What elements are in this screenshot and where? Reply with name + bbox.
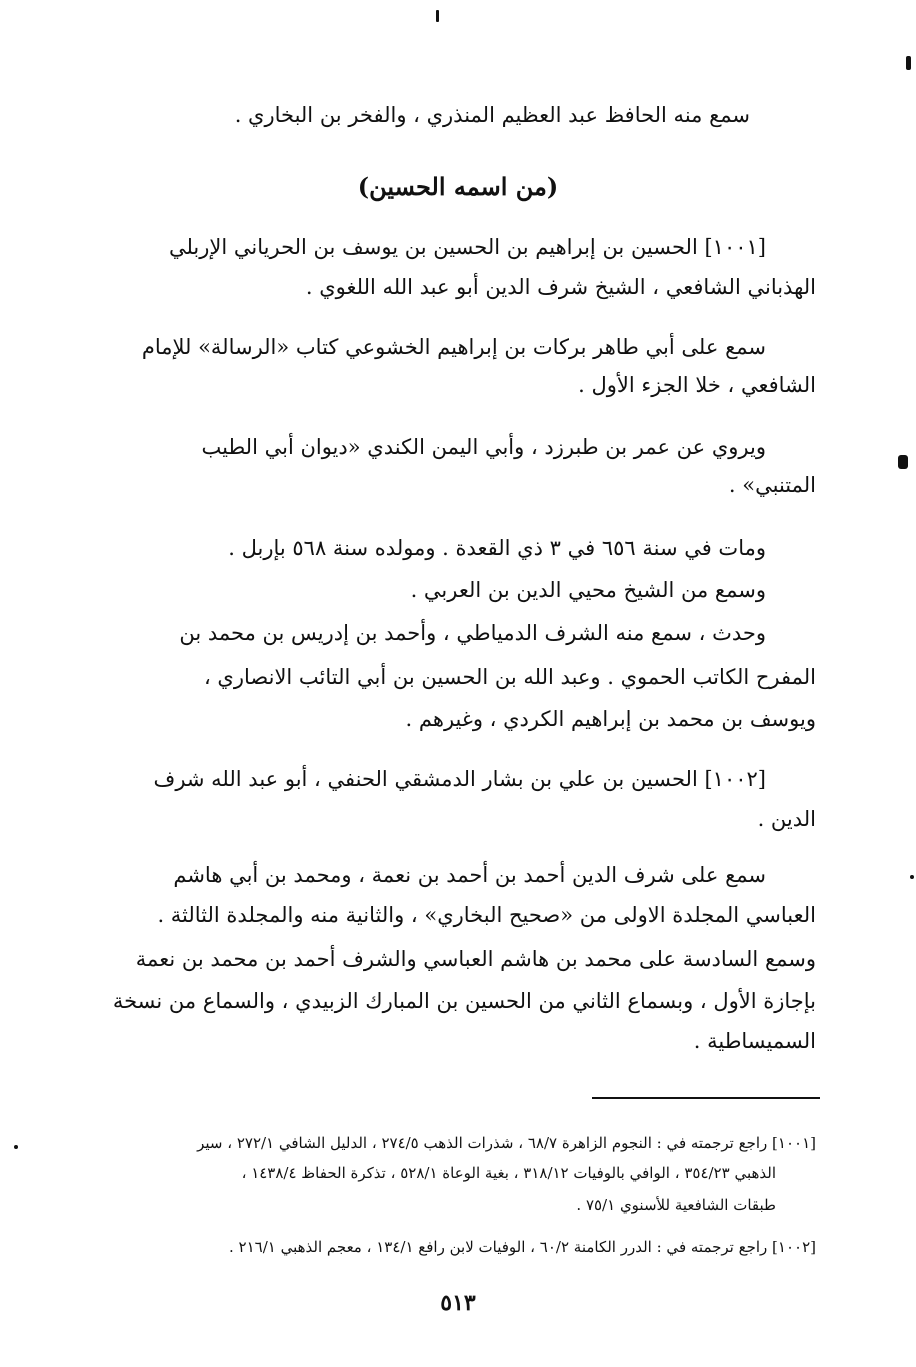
text-line: ويروي عن عمر بن طبرزد ، وأبي اليمن الكندي «ديوان أبي الطيب: [201, 435, 766, 459]
text-line: السميساطية .: [693, 1029, 816, 1053]
entry-title-line: الهذباني الشافعي ، الشيخ شرف الدين أبو عبد الله اللغوي .: [305, 275, 816, 299]
scan-mark: [14, 1145, 18, 1149]
footnote-separator: [592, 1097, 820, 1099]
text-line: ومات في سنة ٦٥٦ في ٣ ذي القعدة . ومولده سنة ٥٦٨ بإربل .: [228, 536, 766, 560]
text-line: المتنبي» .: [728, 473, 816, 497]
text-line: العباسي المجلدة الاولى من «صحيح البخاري» ، والثانية منه والمجلدة الثالثة .: [157, 903, 816, 927]
page-number: ٥١٣: [440, 1290, 476, 1316]
text-line: الشافعي ، خلا الجزء الأول .: [578, 373, 816, 397]
text-line: بإجازة الأول ، وبسماع الثاني من الحسين بن المبارك الزبيدي ، والسماع من نسخة: [112, 989, 816, 1013]
footnote-line: [١٠٠١] راجع ترجمته في : النجوم الزاهرة ٦٨/٧ ، شذرات الذهب ٢٧٤/٥ ، الدليل الشافي ٢٧٢/١ ، سير: [197, 1134, 816, 1152]
scan-mark: [906, 56, 911, 70]
scan-mark: [898, 455, 908, 469]
text-line: سمع على شرف الدين أحمد بن أحمد بن نعمة ، ومحمد بن أبي هاشم: [173, 863, 766, 887]
text-line: وسمع السادسة على محمد بن هاشم العباسي والشرف أحمد بن محمد بن نعمة: [135, 947, 816, 971]
footnote-line: الذهبي ٣٥٤/٢٣ ، الوافي بالوفيات ٣١٨/١٢ ، بغية الوعاة ٥٢٨/١ ، تذكرة الحفاظ ١٤٣٨/٤ ،: [241, 1164, 776, 1182]
text-line: ويوسف بن محمد بن إبراهيم الكردي ، وغيرهم .: [405, 707, 816, 731]
entry-title-line: الدين .: [757, 807, 816, 831]
section-heading: (من اسمه الحسين): [357, 172, 559, 201]
text-line: وحدث ، سمع منه الشرف الدمياطي ، وأحمد بن إدريس بن محمد بن: [179, 621, 766, 645]
text-line: وسمع من الشيخ محيي الدين بن العربي .: [410, 578, 766, 602]
entry-title-line: [١٠٠١] الحسين بن إبراهيم بن الحسين بن يوسف بن الحرياني الإربلي: [168, 235, 766, 259]
text-line: سمع منه الحافظ عبد العظيم المنذري ، والفخر بن البخاري .: [234, 103, 750, 127]
footnote-line: [١٠٠٢] راجع ترجمته في : الدرر الكامنة ٦٠/٢ ، الوفيات لابن رافع ١٣٤/١ ، معجم الذهبي ٢١٦/١ .: [228, 1238, 816, 1256]
footnote-line: طبقات الشافعية للأسنوي ٧٥/١ .: [576, 1196, 776, 1214]
text-line: المفرح الكاتب الحموي . وعبد الله بن الحسين بن أبي التائب الانصاري ،: [203, 665, 816, 689]
scan-mark: [436, 10, 439, 22]
entry-title-line: [١٠٠٢] الحسين بن علي بن بشار الدمشقي الحنفي ، أبو عبد الله شرف: [153, 767, 766, 791]
scan-mark: [910, 875, 914, 879]
text-line: سمع على أبي طاهر بركات بن إبراهيم الخشوعي كتاب «الرسالة» للإمام: [141, 335, 766, 359]
